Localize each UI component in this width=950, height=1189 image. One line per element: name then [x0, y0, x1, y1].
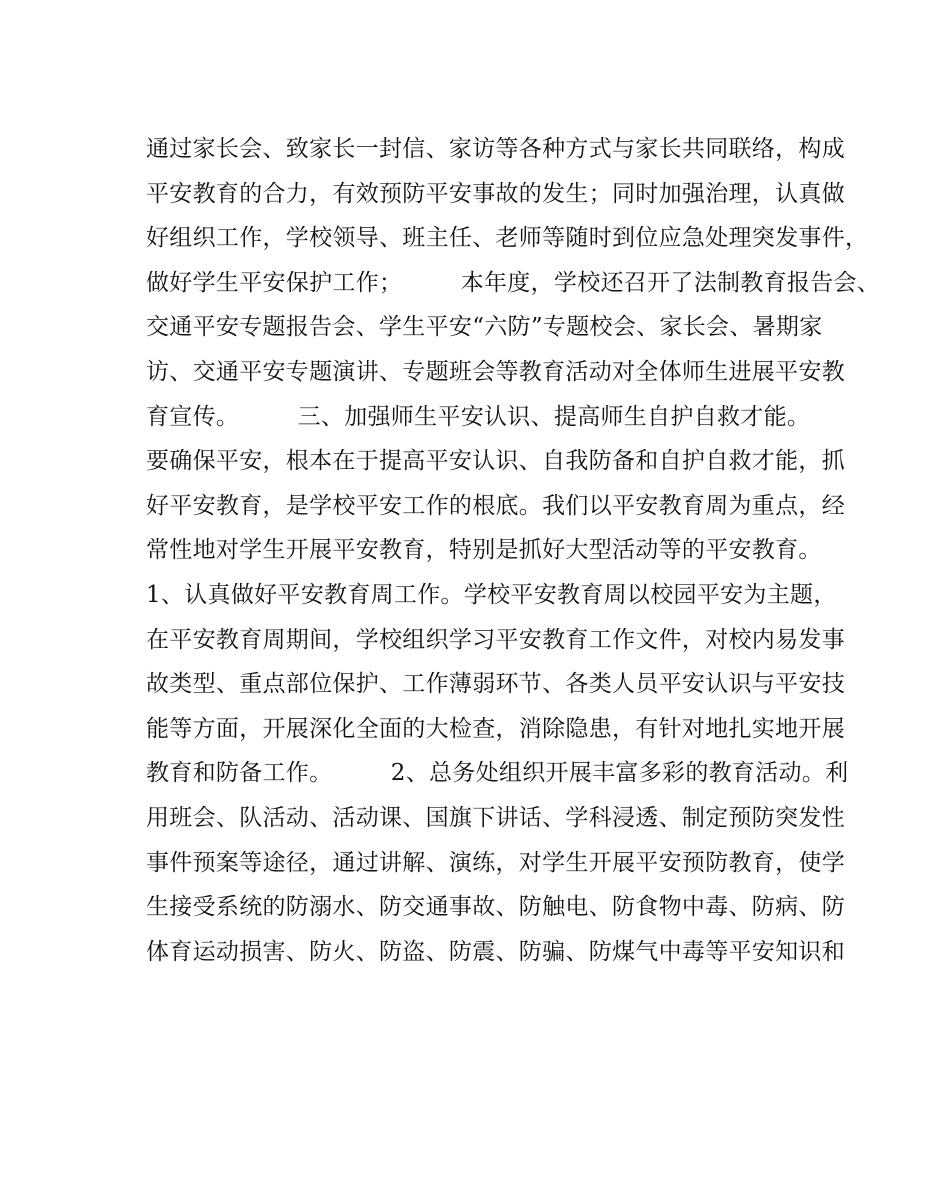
- text-line: 好组织工作，学校领导、班主任、老师等随时到位应急处理突发事件，: [146, 225, 869, 252]
- text-line: 育宣传。 三、加强师生平安认识、提高师生自护自救才能。: [146, 403, 811, 430]
- text-line: 好平安教育，是学校平安工作的根底。我们以平安教育周为重点，经: [146, 492, 845, 519]
- text-line: 生接受系统的防溺水、防交通事故、防触电、防食物中毒、防病、防: [146, 894, 845, 921]
- text-line: 平安教育的合力，有效预防平安事故的发生；同时加强治理，认真做: [146, 180, 845, 207]
- text-line: 访、交通平安专题演讲、专题班会等教育活动对全体师生进展平安教: [146, 358, 845, 385]
- body-text: [146, 127, 881, 974]
- text-line: 故类型、重点部位保护、工作薄弱环节、各类人员平安认识与平安技: [146, 671, 845, 698]
- text-line: 体育运动损害、防火、防盗、防震、防骗、防煤气中毒等平安知识和: [146, 938, 845, 965]
- text-line: 教育和防备工作。 2、总务处组织开展丰富多彩的教育活动。利: [146, 760, 849, 787]
- text-line: 要确保平安，根本在于提高平安认识、自我防备和自护自救才能，抓: [146, 448, 845, 475]
- text-line: 在平安教育周期间，学校组织学习平安教育工作文件，对校内易发事: [146, 626, 845, 653]
- text-line: 通过家长会、致家长一封信、家访等各种方式与家长共同联络，构成: [146, 136, 845, 162]
- text-line: 交通平安专题报告会、学生平安“六防”专题校会、家长会、暑期家: [146, 314, 823, 341]
- text-line: 做好学生平安保护工作； 本年度，学校还召开了法制教育报告会、: [146, 269, 881, 296]
- text-line: 事件预案等途径，通过讲解、演练，对学生开展平安预防教育，使学: [146, 849, 845, 876]
- text-line: 常性地对学生开展平安教育，特别是抓好大型活动等的平安教育。: [146, 537, 822, 564]
- text-line: 用班会、队活动、活动课、国旗下讲话、学科浸透、制定预防突发性: [146, 804, 845, 831]
- text-line: 能等方面，开展深化全面的大检查，消除隐患，有针对地扎实地开展: [146, 715, 845, 742]
- text-line: 1、认真做好平安教育周工作。学校平安教育周以校园平安为主题，: [146, 581, 837, 608]
